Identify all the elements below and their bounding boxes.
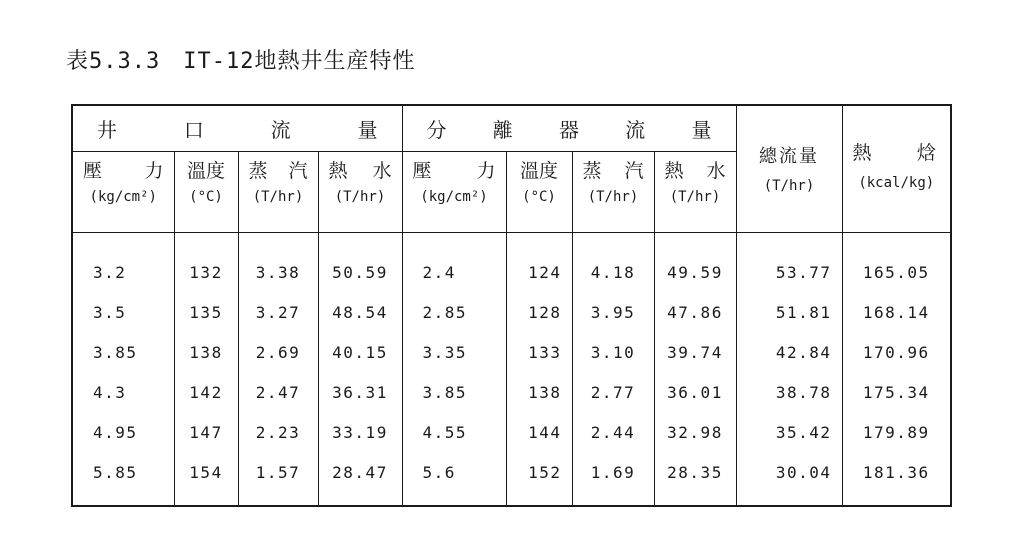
table-cell: 1.57 <box>255 462 301 482</box>
table-cell: 5.6 <box>422 462 456 482</box>
table-cell: 42.84 <box>775 342 832 362</box>
table-cell: 3.27 <box>255 302 301 322</box>
table-cell: 35.42 <box>775 422 832 442</box>
data-body-row <box>72 232 951 506</box>
total-flow-label: 總流量 <box>759 146 819 167</box>
table-cell: 3.10 <box>590 342 636 362</box>
table-cell: 142 <box>189 382 223 402</box>
sub-header: 蒸 汽 (T/hr) <box>238 151 318 232</box>
separator-flow-header <box>402 105 736 151</box>
header-char: 井 <box>97 117 117 142</box>
total-flow-header <box>736 105 842 232</box>
table-cell: 40.15 <box>332 342 388 362</box>
table-cell: 147 <box>189 422 223 442</box>
table-cell: 28.47 <box>332 462 388 482</box>
enthalpy-label-b: 焓 <box>916 142 936 164</box>
table-cell: 124 <box>528 262 562 282</box>
header-char: 流 <box>625 117 646 142</box>
table-cell: 2.77 <box>590 382 636 402</box>
table-cell: 4.55 <box>422 422 468 442</box>
enthalpy-header <box>842 105 951 232</box>
sub-header: 蒸 汽 (T/hr) <box>572 151 654 232</box>
sub-header: 熱 水 (T/hr) <box>318 151 402 232</box>
table-cell: 33.19 <box>332 422 388 442</box>
table-cell: 181.36 <box>862 462 930 482</box>
table-cell: 3.35 <box>422 342 468 362</box>
sub-header: 溫度 (°C) <box>174 151 238 232</box>
enthalpy-label-a: 熱 <box>852 142 872 164</box>
sub-header: 壓 力 (kg/cm²) <box>72 151 174 232</box>
header-char: 離 <box>492 117 513 142</box>
table-cell: 2.47 <box>255 382 301 402</box>
table-cell: 2.44 <box>590 422 636 442</box>
table-cell: 2.4 <box>422 262 456 282</box>
table-cell: 138 <box>189 342 223 362</box>
production-characteristics-table <box>71 104 952 507</box>
header-char: 口 <box>183 117 204 142</box>
table-cell: 175.34 <box>862 382 930 402</box>
group-header-row <box>72 105 951 151</box>
col-separator-water <box>654 232 736 506</box>
enthalpy-unit: (kcal/kg) <box>858 175 935 191</box>
table-cell: 28.35 <box>667 462 723 482</box>
table-cell: 32.98 <box>667 422 723 442</box>
table-cell: 49.59 <box>667 262 723 282</box>
table-cell: 138 <box>528 382 562 402</box>
col-wellhead-temperature <box>174 232 238 506</box>
table-cell: 2.69 <box>255 342 301 362</box>
sub-header: 溫度 (°C) <box>506 151 572 232</box>
col-separator-pressure <box>402 232 506 506</box>
table-cell: 53.77 <box>775 262 832 282</box>
table-cell: 3.2 <box>93 262 127 282</box>
header-char: 器 <box>559 117 579 142</box>
table-cell: 2.85 <box>422 302 468 322</box>
table-cell: 128 <box>528 302 562 322</box>
col-separator-steam <box>572 232 654 506</box>
table-cell: 4.18 <box>590 262 636 282</box>
table-cell: 3.5 <box>93 302 127 322</box>
col-total-flow <box>736 232 842 506</box>
table-cell: 50.59 <box>332 262 388 282</box>
col-separator-temperature <box>506 232 572 506</box>
header-char: 分 <box>426 117 447 142</box>
sub-header: 熱 水 (T/hr) <box>654 151 736 232</box>
table-cell: 5.85 <box>93 462 138 482</box>
col-wellhead-water <box>318 232 402 506</box>
table-cell: 36.01 <box>667 382 723 402</box>
table-cell: 47.86 <box>667 302 723 322</box>
table-cell: 4.95 <box>93 422 138 442</box>
table-cell: 3.38 <box>255 262 301 282</box>
header-char: 流 <box>270 117 291 142</box>
table-cell: 152 <box>528 462 562 482</box>
table-cell: 179.89 <box>862 422 930 442</box>
table-cell: 36.31 <box>332 382 388 402</box>
table-caption: 表5.3.3 IT-12地熱井生産特性 <box>66 49 416 74</box>
table-cell: 3.85 <box>422 382 468 402</box>
wellhead-flow-header <box>72 105 402 151</box>
table-cell: 154 <box>189 462 223 482</box>
col-enthalpy <box>842 232 951 506</box>
table-cell: 168.14 <box>862 302 930 322</box>
table-cell: 133 <box>528 342 562 362</box>
table-cell: 30.04 <box>775 462 832 482</box>
table-cell: 1.69 <box>590 462 636 482</box>
table-cell: 135 <box>189 302 223 322</box>
table-cell: 3.85 <box>93 342 138 362</box>
header-char: 量 <box>357 117 378 142</box>
table-cell: 4.3 <box>93 382 127 402</box>
table-cell: 170.96 <box>862 342 930 362</box>
header-char: 量 <box>691 117 712 142</box>
table-cell: 165.05 <box>862 262 930 282</box>
col-wellhead-steam <box>238 232 318 506</box>
total-flow-unit: (T/hr) <box>763 178 815 194</box>
table-cell: 132 <box>189 262 223 282</box>
table-cell: 51.81 <box>775 302 832 322</box>
table-cell: 38.78 <box>775 382 832 402</box>
table-cell: 144 <box>528 422 562 442</box>
sub-header: 壓 力 (kg/cm²) <box>402 151 506 232</box>
table-cell: 39.74 <box>667 342 723 362</box>
table-cell: 3.95 <box>590 302 636 322</box>
table-cell: 48.54 <box>332 302 388 322</box>
col-wellhead-pressure <box>72 232 174 506</box>
table-cell: 2.23 <box>255 422 301 442</box>
